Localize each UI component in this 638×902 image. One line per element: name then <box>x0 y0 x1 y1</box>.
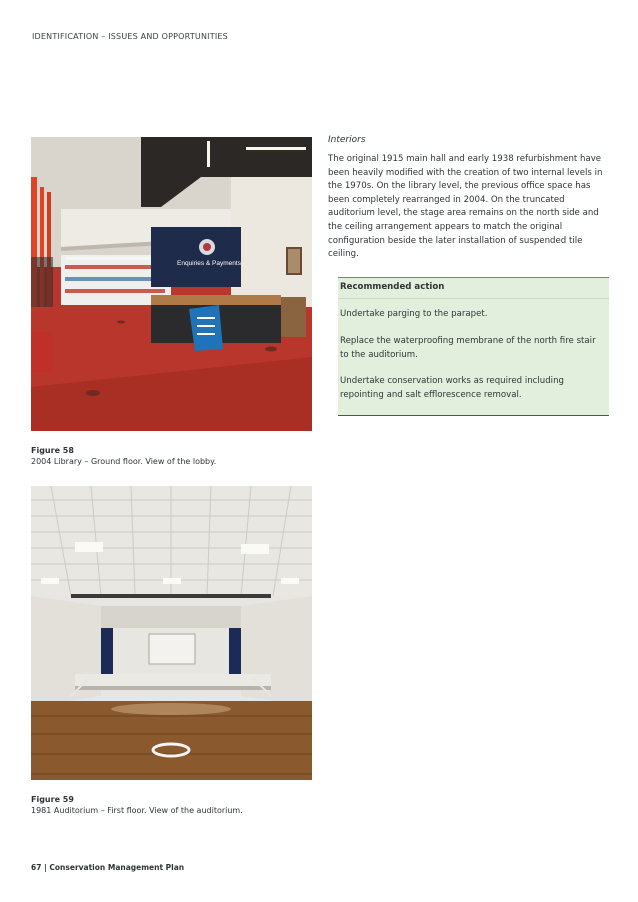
action-divider <box>338 298 609 299</box>
action-item: Replace the waterproofing membrane of the north fire stair to the auditorium. <box>340 336 596 360</box>
figure-59-text: 1981 Auditorium – First floor. View of the auditorium. <box>31 806 243 815</box>
action-item: Undertake parging to the parapet. <box>340 309 488 319</box>
interiors-paragraph: The original 1915 main hall and early 1938 refurbishment have been heavily modified with the creation of two internal levels in the 1970s. On the library level, the previous office space has been completely rearranged in 2004. On the truncated auditorium level, the stage area remains on the north side and the ceiling arrangement appears to match the original configuration beside the later installation of suspended tile ceiling. <box>328 154 603 260</box>
interiors-heading: Interiors <box>328 135 366 145</box>
library-lobby-photo <box>31 137 312 431</box>
action-item: Undertake conservation works as required including repointing and salt efflorescence removal. <box>340 376 564 400</box>
enquiries-sign: Enquiries & Payments <box>177 260 241 267</box>
figure-58-caption <box>31 445 216 467</box>
figure-58-label: Figure 58 <box>31 446 74 455</box>
auditorium-photo <box>31 486 312 780</box>
page-header: IDENTIFICATION – ISSUES AND OPPORTUNITIES <box>32 32 228 41</box>
page-footer: 67 | Conservation Management Plan <box>31 863 185 872</box>
figure-58-text: 2004 Library – Ground floor. View of the lobby. <box>31 457 217 466</box>
figure-59-caption <box>31 794 243 816</box>
recommended-action-box <box>338 277 609 416</box>
figure-59-label: Figure 59 <box>31 795 74 804</box>
recommended-action-title: Recommended action <box>340 282 445 292</box>
